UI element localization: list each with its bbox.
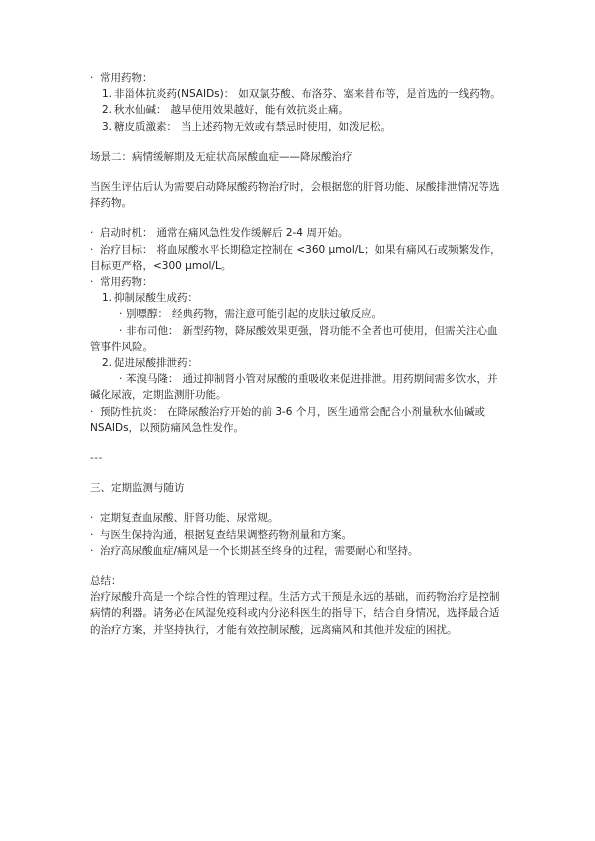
item-description: 通常在痛风急性发作缓解后 2-4 周开始。 <box>156 227 349 240</box>
item-number: 1. <box>102 292 113 305</box>
drug-class-label: 抑制尿酸生成药： <box>114 292 198 305</box>
item-description: 如双氯芬酸、布洛芬、塞来昔布等，是首选的一线药物。 <box>238 88 501 101</box>
label-text: 常用药物： <box>100 276 153 289</box>
item-number: 2. <box>102 357 113 370</box>
urate-lowering-list <box>90 225 506 436</box>
urate-lowering-medications-label <box>90 274 506 290</box>
drug-class-item <box>90 355 506 371</box>
scenario-2-heading: 场景二：病情缓解期及无症状高尿酸血症——降尿酸治疗 <box>90 150 353 163</box>
item-description: 将血尿酸水平长期稳定控制在 <360 μmol/L；如果有痛风石或频繁发作，目标更严格，<300 μmol/L。 <box>90 243 501 272</box>
item-description: 当上述药物无效或有禁忌时使用，如泼尼松。 <box>181 120 391 133</box>
drug-class-label: 促进尿酸排泄药： <box>114 357 198 370</box>
item-term: 非甾体抗炎药(NSAIDs)： <box>114 88 235 101</box>
item-term: 苯溴马隆： <box>126 373 179 386</box>
item-text: 与医生保持沟通，根据复查结果调整药物剂量和方案。 <box>100 528 352 541</box>
item-description: 在降尿酸治疗开始的前 3-6 个月，医生通常会配合小剂量秋水仙碱或NSAIDs，以预防痛风急性发作。 <box>90 405 485 434</box>
item-text: 定期复查血尿酸、肝肾功能、尿常规。 <box>100 512 279 525</box>
bullet-marker: · <box>90 72 94 84</box>
medication-item <box>90 102 506 118</box>
scenario-2-intro-block <box>90 179 506 211</box>
item-description: 新型药物，降尿酸效果更强，肾功能不全者也可使用，但需关注心血管事件风险。 <box>90 324 498 353</box>
bullet-marker: · <box>119 308 123 321</box>
bullet-marker: · <box>90 243 94 256</box>
scenario-2-intro: 当医生评估后认为需要启动降尿酸药物治疗时，会根据您的肝肾功能、尿酸排泄情况等选择药物。 <box>90 181 500 210</box>
item-text: 治疗高尿酸血症/痛风是一个长期甚至终身的过程，需要耐心和坚持。 <box>100 544 419 557</box>
prophylaxis-item <box>90 404 506 436</box>
medication-item <box>90 86 506 102</box>
monitoring-list <box>90 510 506 559</box>
section-3-heading-block <box>90 480 506 496</box>
treatment-timing-item <box>90 225 506 241</box>
item-term: 预防性抗炎： <box>100 405 163 418</box>
bullet-marker: · <box>90 405 94 418</box>
drug-item <box>90 371 506 403</box>
item-description: 经典药物，需注意可能引起的皮肤过敏反应。 <box>172 308 382 321</box>
medication-item <box>90 119 506 135</box>
bullet-marker: · <box>90 276 94 289</box>
bullet-marker: · <box>90 528 94 541</box>
item-term: 糖皮质激素： <box>114 120 177 133</box>
bullet-marker: · <box>119 324 123 337</box>
item-term: 启动时机： <box>100 227 153 240</box>
item-number: 3. <box>102 120 113 133</box>
bullet-marker: · <box>90 544 94 557</box>
divider-block <box>90 450 506 466</box>
item-number: 2. <box>102 104 113 117</box>
item-term: 秋水仙碱： <box>114 104 167 117</box>
summary-label: 总结： <box>90 575 122 588</box>
treatment-target-item <box>90 242 506 274</box>
item-description: 越早使用效果越好，能有效抗炎止痛。 <box>170 104 349 117</box>
drug-class-item <box>90 290 506 306</box>
scenario-2-heading-block <box>90 149 506 165</box>
document-content <box>90 70 506 638</box>
drug-item <box>90 323 506 355</box>
monitoring-item <box>90 527 506 543</box>
item-term: 非布司他： <box>126 324 179 337</box>
item-number: 1. <box>102 88 113 101</box>
section-divider: --- <box>90 452 103 465</box>
item-description: 通过抑制肾小管对尿酸的重吸收来促进排泄。用药期间需多饮水，并碱化尿液，定期监测肝功能。 <box>90 373 498 402</box>
summary-block <box>90 573 506 638</box>
section-3-heading: 三、定期监测与随访 <box>90 482 185 495</box>
monitoring-item <box>90 510 506 526</box>
bullet-marker: · <box>119 373 123 386</box>
item-term: 别嘌醇： <box>126 308 168 321</box>
bullet-marker: · <box>90 227 94 240</box>
bullet-marker: · <box>90 512 94 525</box>
monitoring-item <box>90 543 506 559</box>
item-term: 治疗目标： <box>100 243 153 256</box>
summary-text: 治疗尿酸升高是一个综合性的管理过程。生活方式干预是永远的基础，而药物治疗是控制病情的利器。请务必在风湿免疫科或内分泌科医生的指导下，结合自身情况，选择最合适的治疗方案，并坚持执行，才能有效控制尿酸，远离痛风和其他并发症的困扰。 <box>90 591 500 636</box>
label-text: 常用药物： <box>100 72 153 84</box>
acute-medications-label <box>90 70 506 86</box>
acute-medications-section <box>90 70 506 135</box>
drug-item <box>90 306 506 322</box>
